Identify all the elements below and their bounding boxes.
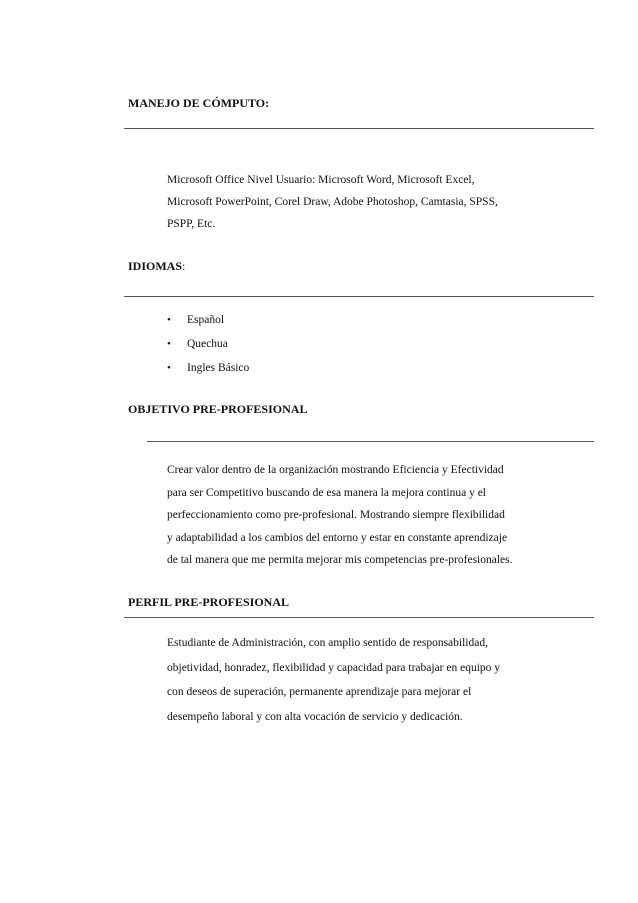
computo-paragraph xyxy=(167,169,550,235)
objetivo-line-3: perfeccionamiento como pre-profesional. Mostrando siempre flexibilidad xyxy=(167,509,505,521)
languages-list xyxy=(167,308,249,380)
objetivo-line-2: para ser Competitivo buscando de esa manera la mejora continua y el xyxy=(167,486,487,499)
language-label: Quechua xyxy=(187,338,228,350)
computo-line-1: Microsoft Office Nivel Usuario: Microsoft Word, Microsoft Excel, xyxy=(167,174,475,186)
idiomas-title-colon: : xyxy=(182,259,186,273)
list-item xyxy=(167,356,249,380)
list-item xyxy=(167,308,249,332)
computo-line-3: PSPP, Etc. xyxy=(167,218,216,230)
bullet-icon: • xyxy=(167,338,171,350)
objetivo-line-1: Crear valor dentro de la organización mostrando Eficiencia y Efectividad xyxy=(167,464,504,476)
bullet-icon: • xyxy=(167,362,171,374)
objetivo-paragraph xyxy=(167,459,550,572)
bullet-icon: • xyxy=(167,314,171,326)
perfil-line-1: Estudiante de Administración, con amplio sentido de responsabilidad, xyxy=(167,637,488,649)
list-item xyxy=(167,332,249,356)
section-title-objetivo: OBJETIVO PRE-PROFESIONAL xyxy=(128,402,308,416)
language-label: Ingles Básico xyxy=(187,362,250,374)
section-title-computo: MANEJO DE CÓMPUTO: xyxy=(128,96,270,110)
objetivo-line-5: de tal manera que me permita mejorar mis competencias pre-profesionales. xyxy=(167,554,513,566)
perfil-paragraph xyxy=(167,631,550,729)
section-divider-perfil xyxy=(124,617,594,618)
section-divider-idiomas xyxy=(124,296,594,297)
perfil-line-4: desempeño laboral y con alta vocación de servicio y dedicación. xyxy=(167,710,463,723)
section-title-perfil: PERFIL PRE-PROFESIONAL xyxy=(128,595,290,609)
computo-line-2: Microsoft PowerPoint, Corel Draw, Adobe Photoshop, Camtasia, SPSS, xyxy=(167,196,498,208)
idiomas-title-text: IDIOMAS xyxy=(128,259,183,273)
objetivo-line-4: y adaptabilidad a los cambios del entorno y estar en constante aprendizaje xyxy=(167,531,508,544)
section-divider-objetivo xyxy=(147,441,594,442)
language-label: Español xyxy=(187,314,225,326)
section-divider-computo xyxy=(124,128,594,129)
section-title-idiomas xyxy=(128,259,185,274)
perfil-line-3: con deseos de superación, permanente aprendizaje para mejorar el xyxy=(167,686,472,698)
perfil-line-2: objetividad, honradez, flexibilidad y capacidad para trabajar en equipo y xyxy=(167,661,501,674)
